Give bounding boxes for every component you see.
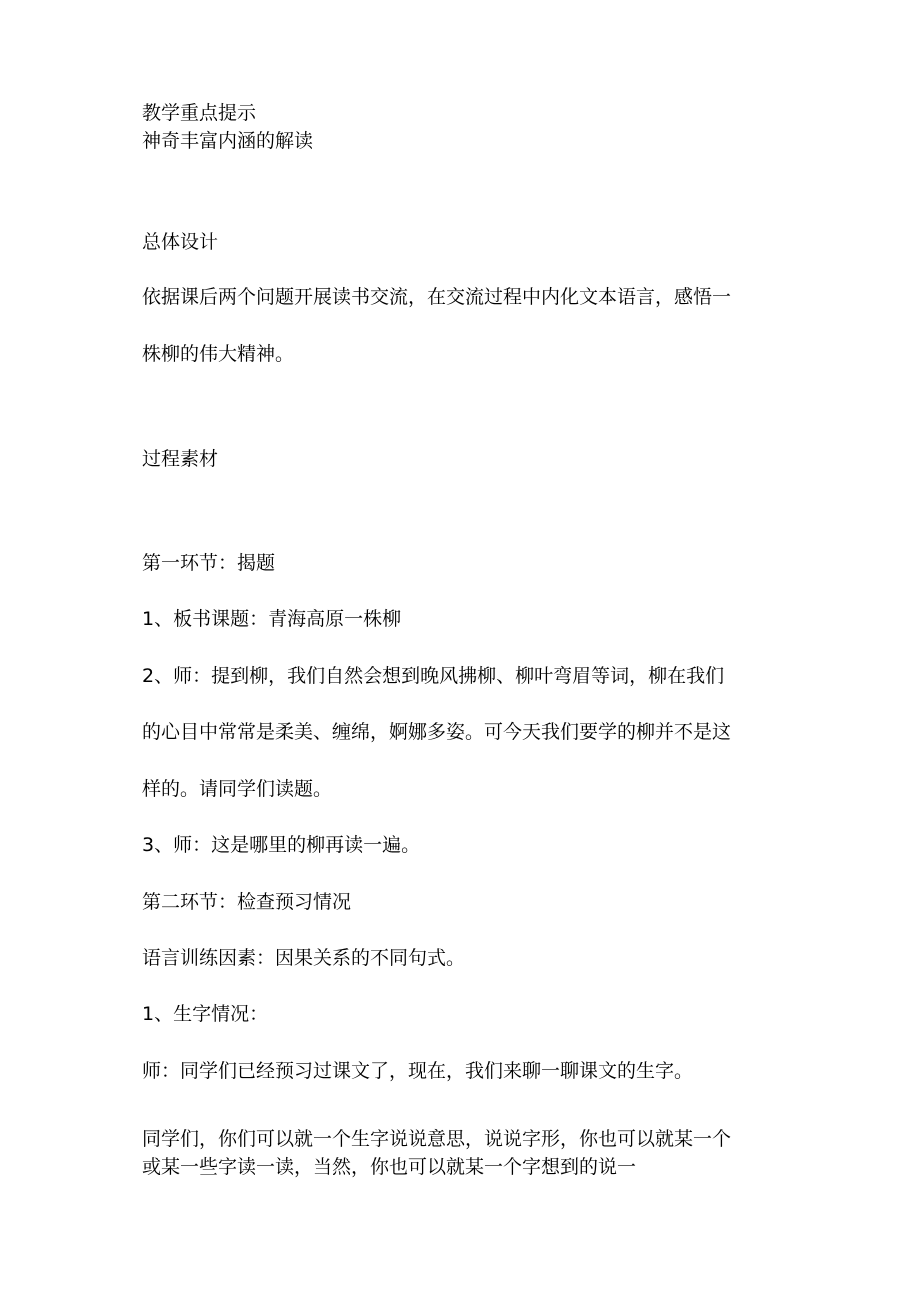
section-one-item-2-line-3: 样的。请同学们读题。 xyxy=(142,778,333,800)
process-material-heading: 过程素材 xyxy=(142,448,219,470)
overall-design-heading: 总体设计 xyxy=(142,231,219,253)
section-two-item-1: 1、生字情况： xyxy=(142,1003,269,1025)
section-two-training-factor: 语言训练因素：因果关系的不同句式。 xyxy=(142,947,466,969)
section-one-heading: 第一环节：揭题 xyxy=(142,552,276,574)
section-one-item-2-line-1: 2、师：提到柳，我们自然会想到晚风拂柳、柳叶弯眉等词，柳在我们 xyxy=(142,665,725,687)
section-two-continuation-line-1: 同学们，你们可以就一个生字说说意思，说说字形，你也可以就某一个 xyxy=(142,1128,732,1150)
focus-title: 教学重点提示 xyxy=(142,102,257,124)
section-one-item-2-line-2: 的心目中常常是柔美、缠绵，婀娜多姿。可今天我们要学的柳并不是这 xyxy=(142,721,732,743)
section-two-continuation-line-2: 或某一些字读一读，当然，你也可以就某一个字想到的说一 xyxy=(142,1156,637,1178)
section-one-item-1: 1、板书课题：青海高原一株柳 xyxy=(142,608,402,630)
section-two-teacher-line: 师：同学们已经预习过课文了，现在，我们来聊一聊课文的生字。 xyxy=(142,1060,694,1082)
section-one-item-3: 3、师：这是哪里的柳再读一遍。 xyxy=(142,834,421,856)
focus-content: 神奇丰富内涵的解读 xyxy=(142,130,314,152)
overall-design-line-2: 株柳的伟大精神。 xyxy=(142,343,295,365)
overall-design-line-1: 依据课后两个问题开展读书交流，在交流过程中内化文本语言，感悟一 xyxy=(142,286,732,308)
section-two-heading: 第二环节：检查预习情况 xyxy=(142,891,352,913)
